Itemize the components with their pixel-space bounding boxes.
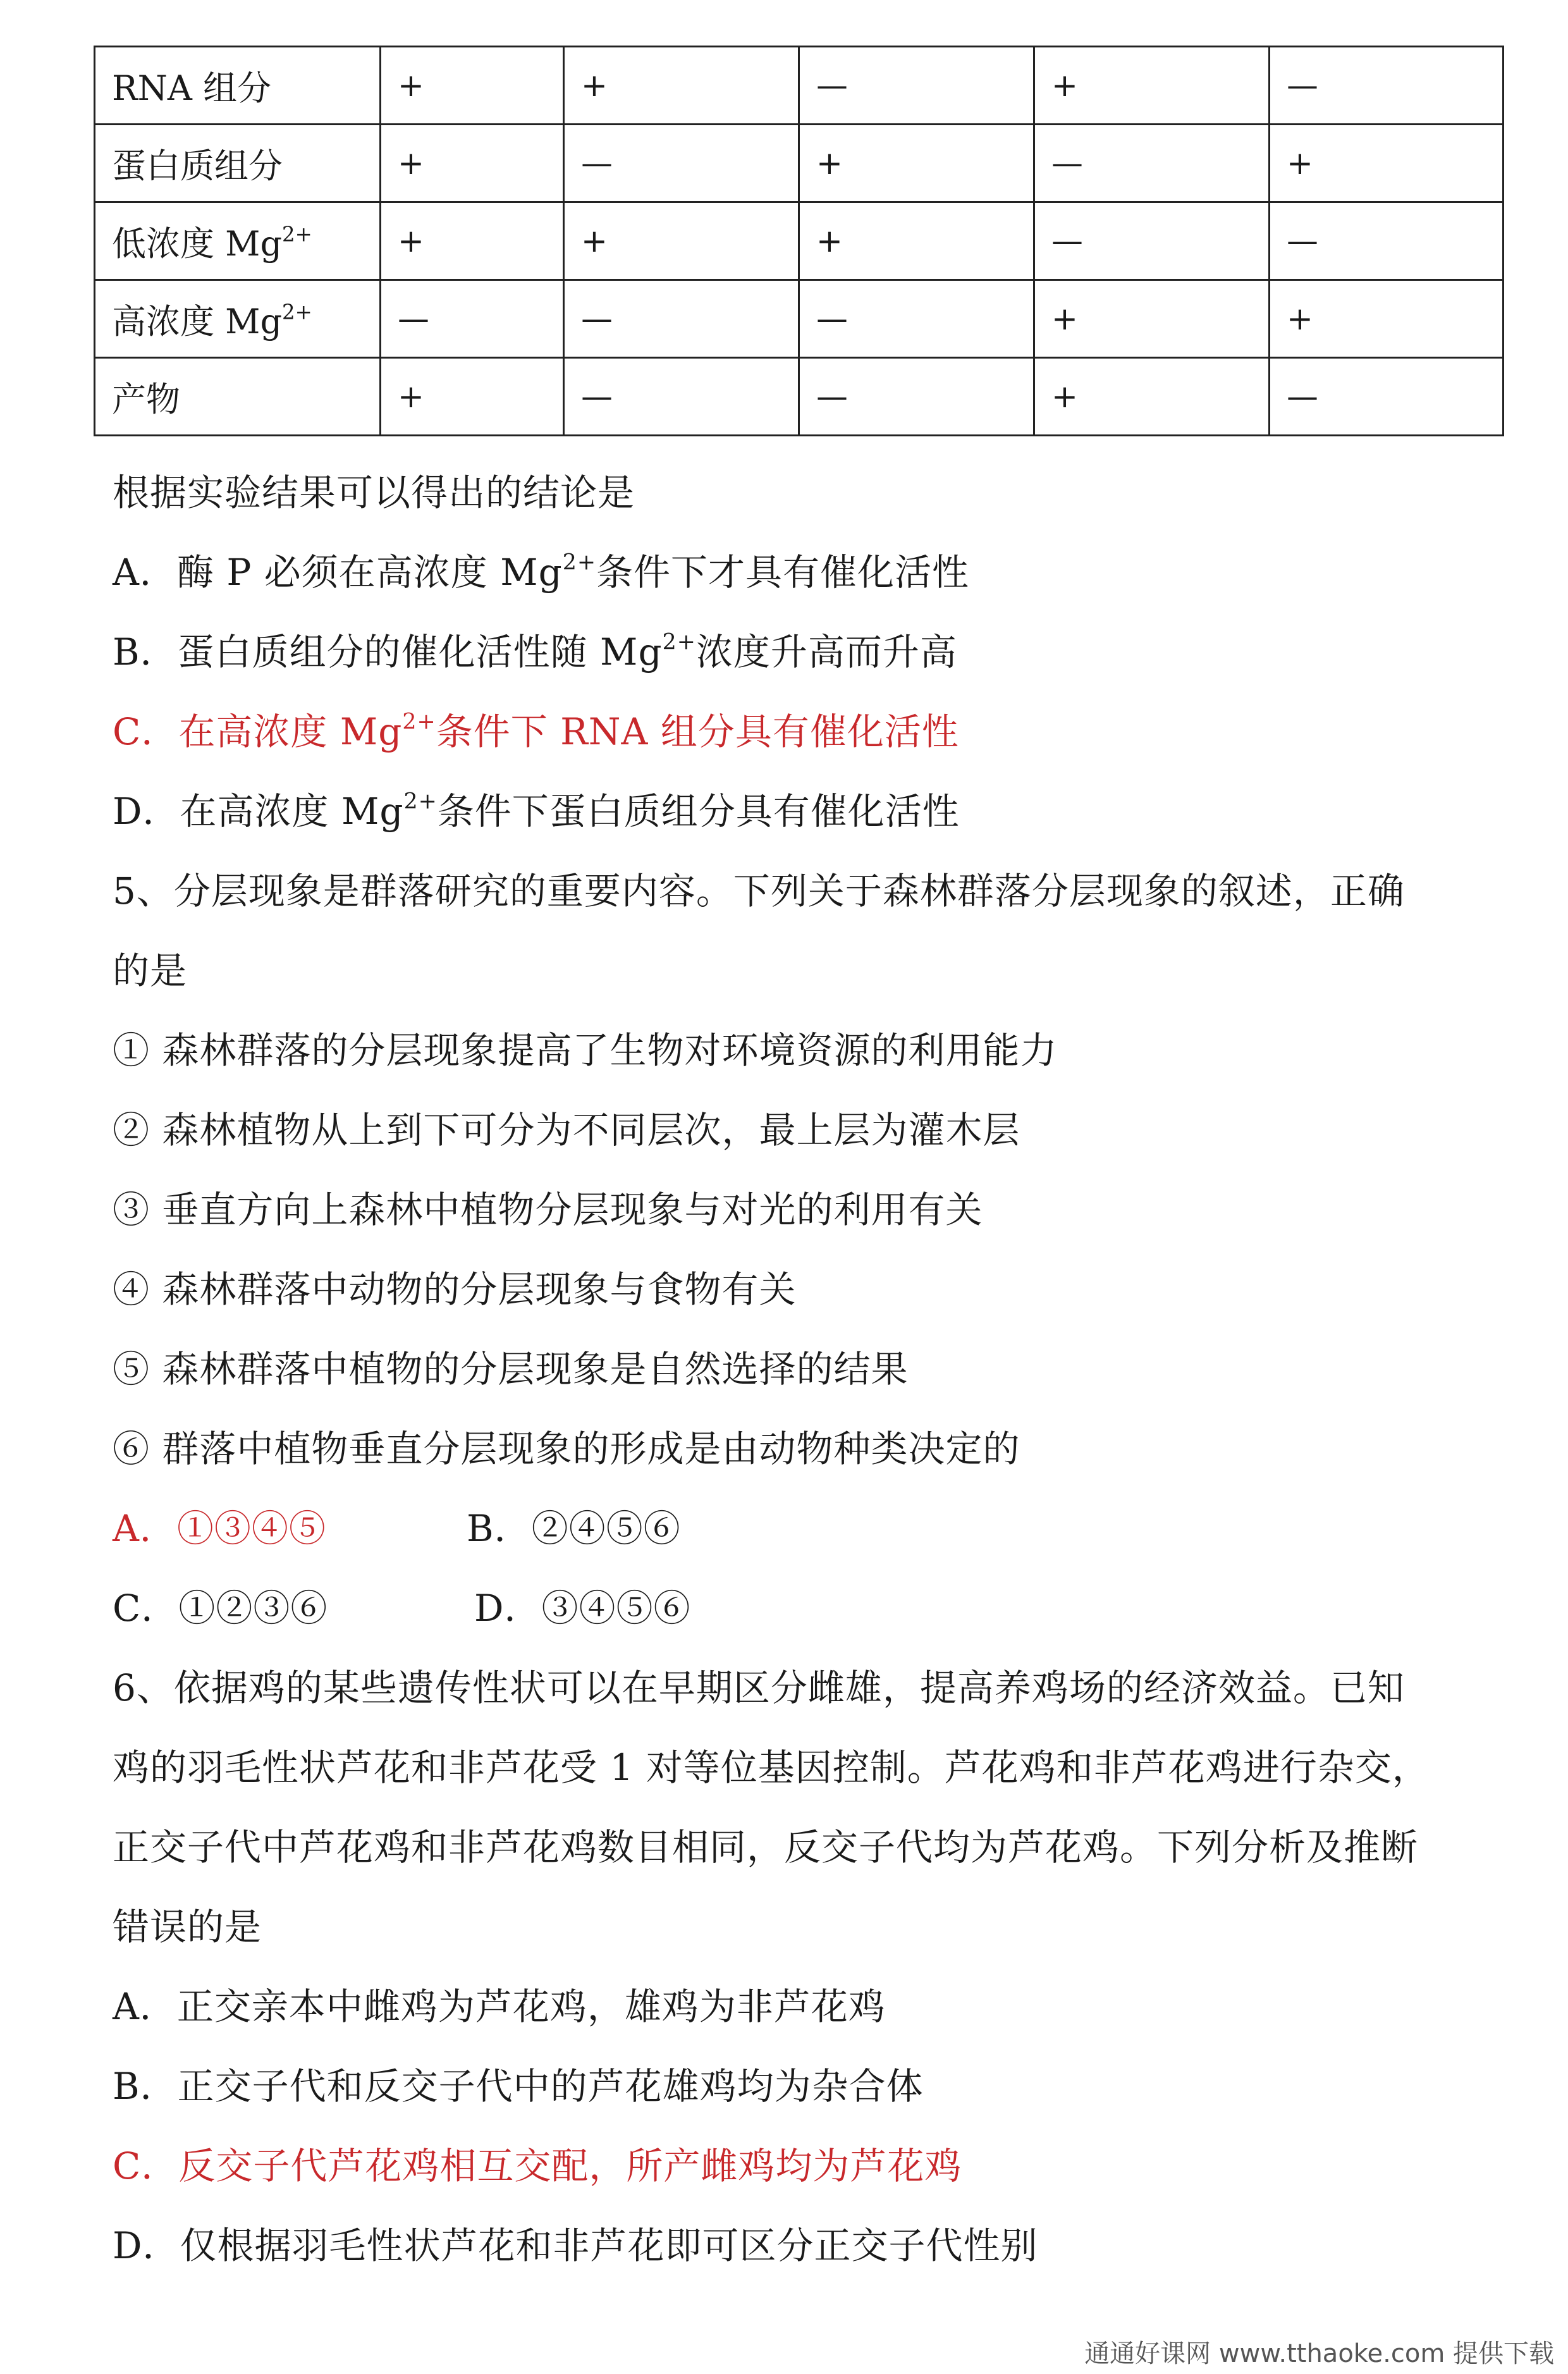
q6-stem-line4: 错误的是 xyxy=(113,1905,262,1948)
q5-option-c: C．①②③⑥ xyxy=(113,1587,328,1630)
q5-item-1: ① 森林群落的分层现象提高了生物对环境资源的利用能力 xyxy=(113,1029,1058,1072)
q5-option-b: B．②④⑤⑥ xyxy=(467,1507,681,1550)
table-cell: + xyxy=(1034,47,1270,125)
footer-watermark: 通通好课网 www.tthaoke.com 提供下载 xyxy=(1084,2339,1554,2368)
q5-item-4: ④ 森林群落中动物的分层现象与食物有关 xyxy=(113,1268,797,1311)
table-cell: — xyxy=(1270,202,1504,280)
q4-option-d-sup: 2+ xyxy=(403,789,438,815)
table-cell: — xyxy=(799,47,1034,125)
table-cell: + xyxy=(799,202,1034,280)
q4-option-a-post: 条件下才具有催化活性 xyxy=(596,551,970,594)
q4-option-b-post: 浓度升高而升高 xyxy=(695,630,957,673)
q6-stem-line2: 鸡的羽毛性状芦花和非芦花受 1 对等位基因控制。芦花鸡和非芦花鸡进行杂交， xyxy=(113,1746,1430,1789)
table-row-product xyxy=(95,358,1504,436)
q5-option-a-answer: A．①③④⑤ xyxy=(113,1507,326,1550)
table-cell: — xyxy=(1034,202,1270,280)
q4-option-c-post: 条件下 RNA 组分具有催化活性 xyxy=(436,710,959,753)
q6-stem-line1: 6、依据鸡的某些遗传性状可以在早期区分雌雄，提高养鸡场的经济效益。已知 xyxy=(113,1666,1405,1709)
row-label xyxy=(95,202,381,280)
table-cell: — xyxy=(564,280,799,358)
q4-option-a-sup: 2+ xyxy=(562,550,597,575)
q6-option-a: A．正交亲本中雌鸡为芦花鸡，雄鸡为非芦花鸡 xyxy=(113,1985,886,2028)
row-label-sup: 2+ xyxy=(282,299,312,324)
table-cell: + xyxy=(1270,125,1504,202)
table-cell: — xyxy=(1034,125,1270,202)
table-cell: — xyxy=(564,125,799,202)
q4-option-a xyxy=(113,543,969,596)
table-cell: + xyxy=(1270,280,1504,358)
table-cell: + xyxy=(381,47,564,125)
table-cell: + xyxy=(564,47,799,125)
q4-option-b xyxy=(113,622,957,675)
q4-option-d-post: 条件下蛋白质组分具有催化活性 xyxy=(437,790,960,833)
row-label: 蛋白质组分 xyxy=(95,125,381,202)
table-cell: + xyxy=(381,358,564,436)
q6-option-c-answer: C．反交子代芦花鸡相互交配，所产雌鸡均为芦花鸡 xyxy=(113,2144,962,2187)
table-cell: + xyxy=(381,125,564,202)
table-cell: — xyxy=(799,280,1034,358)
row-label: 产物 xyxy=(95,358,381,436)
table-cell: — xyxy=(564,358,799,436)
table-cell: — xyxy=(1270,358,1504,436)
q4-option-d-pre: D．在高浓度 Mg xyxy=(113,790,404,833)
q4-option-b-pre: B．蛋白质组分的催化活性随 Mg xyxy=(113,630,663,673)
table-cell: — xyxy=(1270,47,1504,125)
q6-option-b: B．正交子代和反交子代中的芦花雄鸡均为杂合体 xyxy=(113,2065,924,2108)
q4-option-c-sup: 2+ xyxy=(402,709,436,735)
experiment-results-table xyxy=(94,46,1504,436)
table-cell: — xyxy=(799,358,1034,436)
table-cell: + xyxy=(381,202,564,280)
table-row-high-mg xyxy=(95,280,1504,358)
q4-option-c-pre: C．在高浓度 Mg xyxy=(113,710,403,753)
q5-item-2: ② 森林植物从上到下可分为不同层次，最上层为灌木层 xyxy=(113,1109,1020,1152)
table-cell: + xyxy=(564,202,799,280)
q4-conclusion-prompt: 根据实验结果可以得出的结论是 xyxy=(113,471,635,514)
q5-option-d: D．③④⑤⑥ xyxy=(474,1587,691,1630)
q4-option-b-sup: 2+ xyxy=(662,629,696,655)
table-cell: + xyxy=(1034,358,1270,436)
q4-option-c-answer xyxy=(113,702,959,755)
q4-option-a-pre: A．酶 P 必须在高浓度 Mg xyxy=(113,551,563,594)
q6-option-d: D．仅根据羽毛性状芦花和非芦花即可区分正交子代性别 xyxy=(113,2224,1038,2267)
q5-item-6: ⑥ 群落中植物垂直分层现象的形成是由动物种类决定的 xyxy=(113,1427,1020,1470)
table-cell: + xyxy=(799,125,1034,202)
row-label-main: 高浓度 Mg xyxy=(112,301,283,341)
q5-stem-line2: 的是 xyxy=(113,949,188,992)
q4-option-d xyxy=(113,782,960,835)
row-label xyxy=(95,280,381,358)
table-cell: + xyxy=(1034,280,1270,358)
q5-stem-line1: 5、分层现象是群落研究的重要内容。下列关于森林群落分层现象的叙述，正确 xyxy=(113,870,1405,913)
row-label-main: 低浓度 Mg xyxy=(112,223,283,264)
row-label: RNA 组分 xyxy=(95,47,381,125)
table-cell: — xyxy=(381,280,564,358)
q5-item-5: ⑤ 森林群落中植物的分层现象是自然选择的结果 xyxy=(113,1348,909,1391)
q6-stem-line3: 正交子代中芦花鸡和非芦花鸡数目相同，反交子代均为芦花鸡。下列分析及推断 xyxy=(113,1826,1419,1869)
row-label-sup: 2+ xyxy=(282,221,312,246)
table-row-rna xyxy=(95,47,1504,125)
q5-item-3: ③ 垂直方向上森林中植物分层现象与对光的利用有关 xyxy=(113,1188,983,1231)
table-row-low-mg xyxy=(95,202,1504,280)
table-row-protein xyxy=(95,125,1504,202)
